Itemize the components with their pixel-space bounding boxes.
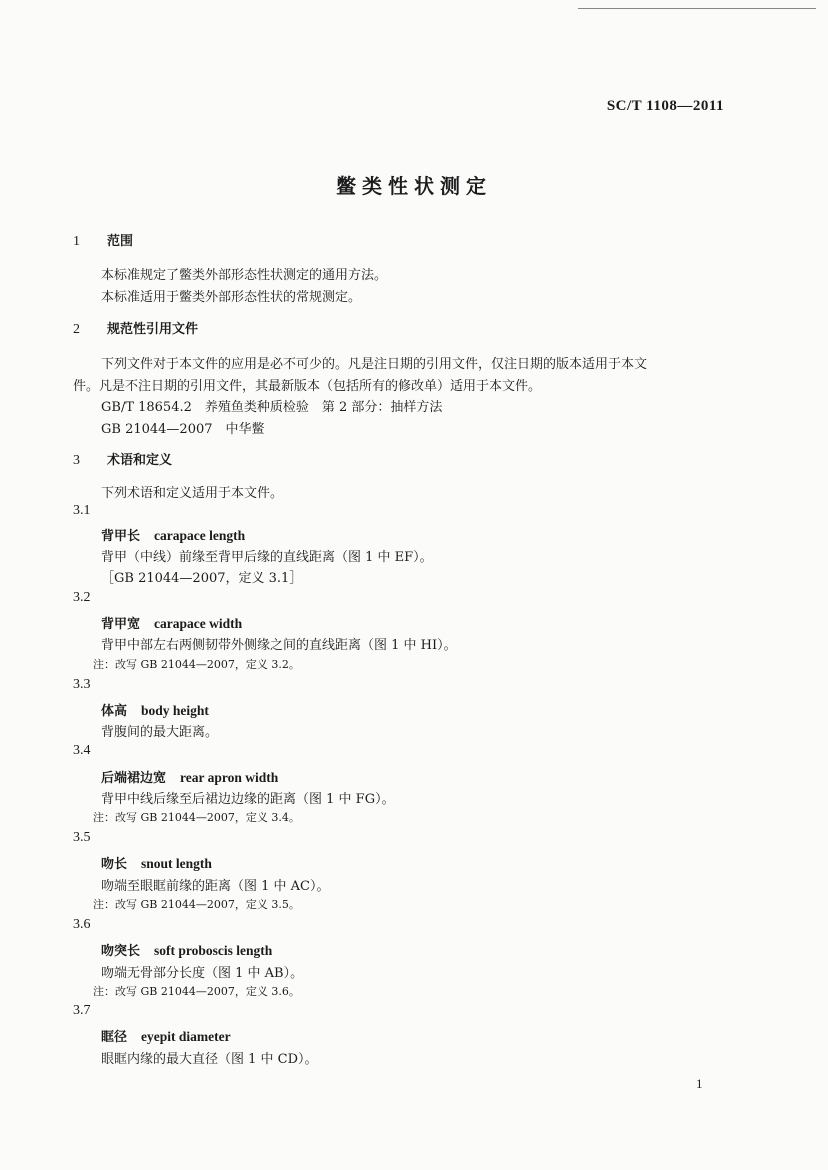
term-heading [101,613,242,632]
section-number: 2 [73,322,80,337]
paragraph: 本标准适用于鳖类外部形态性状的常规测定。 [101,290,362,305]
term-number: 3.6 [73,917,91,932]
paragraph: 本标准规定了鳖类外部形态性状测定的通用方法。 [101,268,388,283]
term-en: soft proboscis length [154,943,273,958]
term-zh: 吻长 [101,857,128,872]
term-en: eyepit diameter [141,1029,231,1044]
reference-item: GB/T 18654.2 养殖鱼类种质检验 第 2 部分：抽样方法 [101,400,443,415]
term-number: 3.7 [73,1003,91,1018]
paragraph-continuation: 件。凡是不注日期的引用文件，其最新版本（包括所有的修改单）适用于本文件。 [73,379,542,394]
section-title: 术语和定义 [107,453,173,468]
term-zh: 后端裙边宽 [101,771,167,786]
term-zh: 背甲长 [101,529,141,544]
term-definition: 背甲中部左右两侧韧带外侧缘之间的直线距离（图 1 中 HI）。 [101,638,457,653]
term-note: 注：改写 GB 21044—2007，定义 3.4。 [93,811,300,824]
term-number: 3.5 [73,830,91,845]
document-title: 鳖类性状测定 [336,174,492,198]
term-en: body height [141,703,209,718]
term-heading [101,525,245,544]
term-number: 3.2 [73,590,91,605]
term-zh: 背甲宽 [101,617,141,632]
term-heading [101,767,278,786]
term-en: carapace length [154,528,246,543]
term-heading [101,940,272,959]
section-number: 3 [73,453,80,468]
term-definition: 背腹间的最大距离。 [101,725,219,740]
term-definition: 背甲中线后缘至后裙边边缘的距离（图 1 中 FG）。 [101,792,395,807]
section-title: 范围 [107,234,134,249]
term-zh: 眶径 [101,1030,128,1045]
term-number: 3.1 [73,503,91,518]
term-note: 注：改写 GB 21044—2007，定义 3.5。 [93,898,300,911]
term-heading [101,700,209,719]
term-definition: 吻端至眼眶前缘的距离（图 1 中 AC）。 [101,879,330,894]
term-en: carapace width [154,616,243,631]
term-note: 注：改写 GB 21044—2007，定义 3.6。 [93,985,300,998]
section-1-heading [73,230,133,250]
term-definition: 眼眶内缘的最大直径（图 1 中 CD）。 [101,1052,318,1067]
page-number: 1 [696,1076,703,1091]
term-heading [101,1026,231,1045]
term-zh: 体高 [101,704,128,719]
section-3-heading [73,449,172,469]
term-definition: 吻端无骨部分长度（图 1 中 AB）。 [101,966,304,981]
paragraph: 下列文件对于本文件的应用是必不可少的。凡是注日期的引用文件，仅注日期的版本适用于本文 [101,357,648,372]
reference-item: GB 21044—2007 中华鳖 [101,422,265,437]
term-note: 注：改写 GB 21044—2007，定义 3.2。 [93,658,300,671]
standard-number: SC/T 1108—2011 [606,98,724,114]
term-en: rear apron width [180,770,279,785]
scan-top-rule [578,8,816,9]
term-number: 3.3 [73,677,91,692]
section-title: 规范性引用文件 [107,322,199,337]
section-number: 1 [73,234,80,249]
term-en: snout length [141,856,212,871]
term-definition: 背甲（中线）前缘至背甲后缘的直线距离（图 1 中 EF）。 [101,550,433,565]
section-2-heading [73,318,198,338]
term-zh: 吻突长 [101,944,141,959]
term-source: ［GB 21044—2007，定义 3.1］ [101,571,303,586]
term-number: 3.4 [73,743,91,758]
term-heading [101,853,212,872]
paragraph: 下列术语和定义适用于本文件。 [101,486,284,501]
